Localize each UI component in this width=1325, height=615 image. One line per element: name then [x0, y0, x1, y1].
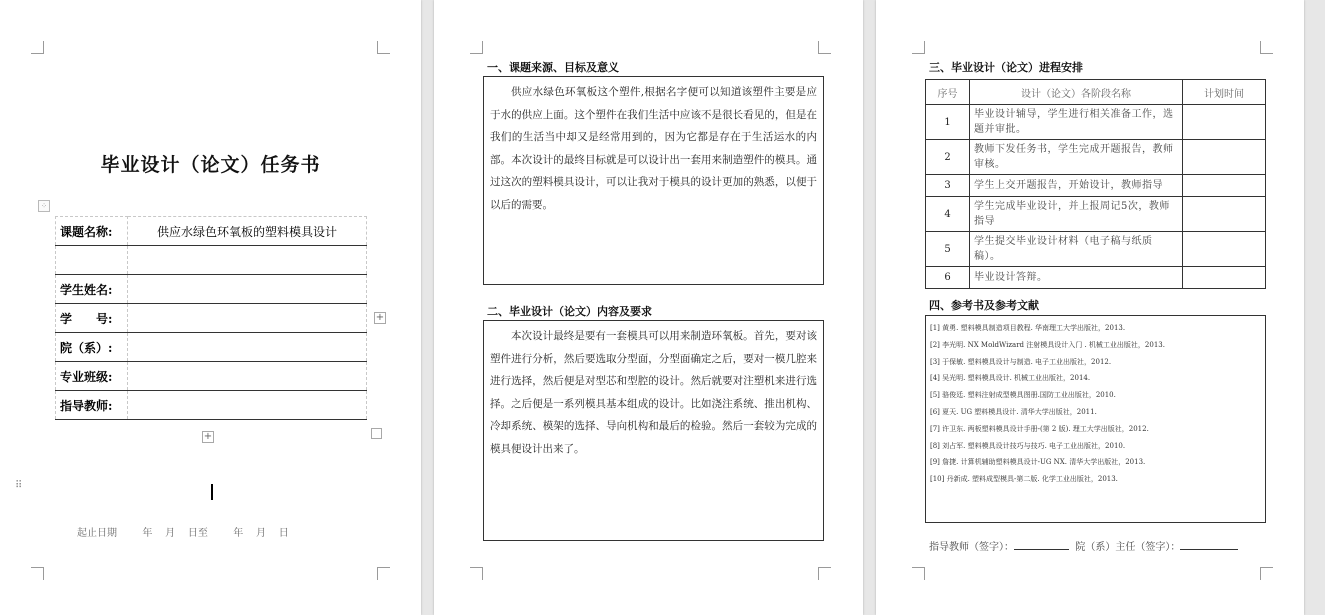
crop-mark [818, 567, 831, 580]
row-stage[interactable]: 毕业设计辅导，学生进行相关准备工作，选题并审批。 [970, 105, 1183, 140]
document-title: 毕业设计（论文）任务书 [100, 154, 321, 176]
table-row [926, 197, 1266, 232]
crop-mark [31, 567, 44, 580]
reference-item: [5] 骆俊廷. 塑料注射成型模具图册.国防工业出版社，2010. [930, 391, 1116, 400]
row-label: 学 号: [56, 304, 128, 333]
table-row [926, 175, 1266, 197]
table-row [926, 267, 1266, 289]
row-no: 6 [926, 267, 970, 289]
row-stage[interactable]: 毕业设计答辩。 [970, 267, 1183, 289]
crop-mark [818, 41, 831, 54]
table-row [926, 232, 1266, 267]
row-label [56, 246, 128, 275]
row-time[interactable] [1183, 197, 1266, 232]
row-time[interactable] [1183, 105, 1266, 140]
row-time[interactable] [1183, 232, 1266, 267]
section-1-text[interactable]: 供应水绿色环氧板这个塑件,根据名字便可以知道该塑件主要是应于水的供应上面。这个塑件在我们生活中应该不是很长看见的，但是在我们的生活当中却又是经常用到的，因为它都是存在于生活运水的内部。本次设计的最终目标就是可以设计出一套用来制造塑件的模具。通过这次的塑料模具设计，可以让我对于模具的设计更加的熟悉，以便于以后的需要。 [483, 76, 824, 285]
crop-mark [470, 567, 483, 580]
table-row [56, 246, 367, 275]
add-row-plus-icon[interactable]: + [203, 431, 213, 442]
dean-signature-label: 院（系）主任（签字）： [1075, 542, 1181, 553]
crop-mark [912, 41, 925, 54]
row-no: 3 [926, 175, 970, 197]
row-time[interactable] [1183, 175, 1266, 197]
advisor-signature-label: 指导教师（签字）： [929, 542, 1014, 553]
text-cursor [211, 484, 213, 500]
table-header-row [926, 80, 1266, 105]
department-value[interactable] [128, 333, 367, 362]
reference-item: [4] 吴光明. 塑料模具设计. 机械工业出版社，2014. [930, 374, 1091, 383]
table-row [56, 333, 367, 362]
advisor-value[interactable] [128, 391, 367, 420]
table-row [56, 391, 367, 420]
info-table [55, 216, 367, 420]
crop-mark [377, 41, 390, 54]
col-header-time: 计划时间 [1183, 80, 1266, 105]
student-name-value[interactable] [128, 275, 367, 304]
row-label: 课题名称: [56, 217, 128, 246]
table-row [56, 217, 367, 246]
crop-mark [1260, 567, 1273, 580]
advisor-signature-blank[interactable] [1014, 539, 1069, 550]
reference-item: [9] 詹捷. 计算机辅助塑料模具设计-UG NX. 清华大学出版社，2013. [930, 458, 1146, 467]
col-header-stage: 设计（论文）各阶段名称 [970, 80, 1183, 105]
row-no: 2 [926, 140, 970, 175]
reference-item: [1] 黄勇. 塑料模具制造项目教程. 华南理工大学出版社，2013. [930, 324, 1126, 332]
row-stage[interactable]: 学生上交开题报告，开始设计，教师指导 [970, 175, 1183, 197]
row-no: 5 [926, 232, 970, 267]
col-header-no: 序号 [926, 80, 970, 105]
table-row [926, 105, 1266, 140]
reference-item: [10] 丹新成. 塑料成型模具-第二版. 化学工业出版社，2013. [930, 475, 1118, 484]
section-3-title: 三、毕业设计（论文）进程安排 [929, 61, 1083, 74]
crop-mark [1260, 41, 1273, 54]
crop-mark [470, 41, 483, 54]
section-1-title: 一、课题来源、目标及意义 [487, 61, 619, 74]
row-time[interactable] [1183, 267, 1266, 289]
row-stage[interactable]: 学生提交毕业设计材料（电子稿与纸质稿）。 [970, 232, 1183, 267]
crop-mark [31, 41, 44, 54]
section-2-title: 二、毕业设计（论文）内容及要求 [487, 305, 652, 318]
row-label: 院（系）: [56, 333, 128, 362]
reference-list[interactable] [925, 315, 1266, 523]
row-stage[interactable]: 学生完成毕业设计，并上报周记5次，教师指导 [970, 197, 1183, 232]
table-resize-handle-icon[interactable] [371, 428, 382, 439]
drag-handle-icon[interactable]: ⠿ [15, 480, 24, 491]
class-value[interactable] [128, 362, 367, 391]
crop-mark [912, 567, 925, 580]
row-time[interactable] [1183, 140, 1266, 175]
reference-item: [8] 刘占军. 塑料模具设计技巧与技巧. 电子工业出版社，2010. [930, 441, 1126, 450]
crop-mark [377, 567, 390, 580]
page-1 [0, 0, 421, 615]
row-no: 1 [926, 105, 970, 140]
table-row [56, 362, 367, 391]
table-row [926, 140, 1266, 175]
row-stage[interactable]: 教师下发任务书，学生完成开题报告，教师审核。 [970, 140, 1183, 175]
schedule-table [925, 79, 1266, 289]
row-label: 学生姓名: [56, 275, 128, 304]
topic-value[interactable]: 供应水绿色环氧板的塑料模具设计 [128, 217, 367, 246]
table-row [56, 304, 367, 333]
reference-item: [3] 于保敏. 塑料模具设计与制造. 电子工业出版社，2012. [930, 357, 1112, 366]
table-row [56, 275, 367, 304]
signature-line [929, 538, 1238, 553]
date-range-line: 起止日期 年 月 日至 年 月 日 [77, 528, 289, 539]
reference-item: [7] 许卫东. 两板塑料模具设计手册-(第 2 版). 理工大学出版社，2012. [930, 424, 1149, 433]
table-move-handle-icon[interactable]: ⁘ [38, 200, 50, 212]
row-value[interactable] [128, 246, 367, 275]
section-2-text[interactable]: 本次设计最终是要有一套模具可以用来制造环氧板。首先，要对该塑件进行分析，然后要选取分型面，分型面确定之后，要对一模几腔来进行选择，然后便是对型芯和型腔的设计。然后就要对注塑机来进行选择。之后便是一系列模具基本组成的设计。比如浇注系统、推出机构、冷却系统、模架的选择、导向机构和最后的检验。然后一套较为完成的模具便设计出来了。 [483, 320, 824, 541]
add-column-plus-icon[interactable]: + [375, 312, 385, 323]
reference-item: [6] 夏天. UG 塑料模具设计. 清华大学出版社，2011. [930, 407, 1097, 416]
row-no: 4 [926, 197, 970, 232]
reference-item: [2] 李光明. NX MoldWizard 注射模具设计入门 . 机械工业出版社，2013. [930, 340, 1165, 349]
student-id-value[interactable] [128, 304, 367, 333]
row-label: 专业班级: [56, 362, 128, 391]
dean-signature-blank[interactable] [1180, 539, 1238, 550]
row-label: 指导教师: [56, 391, 128, 420]
section-4-title: 四、参考书及参考文献 [929, 299, 1039, 312]
